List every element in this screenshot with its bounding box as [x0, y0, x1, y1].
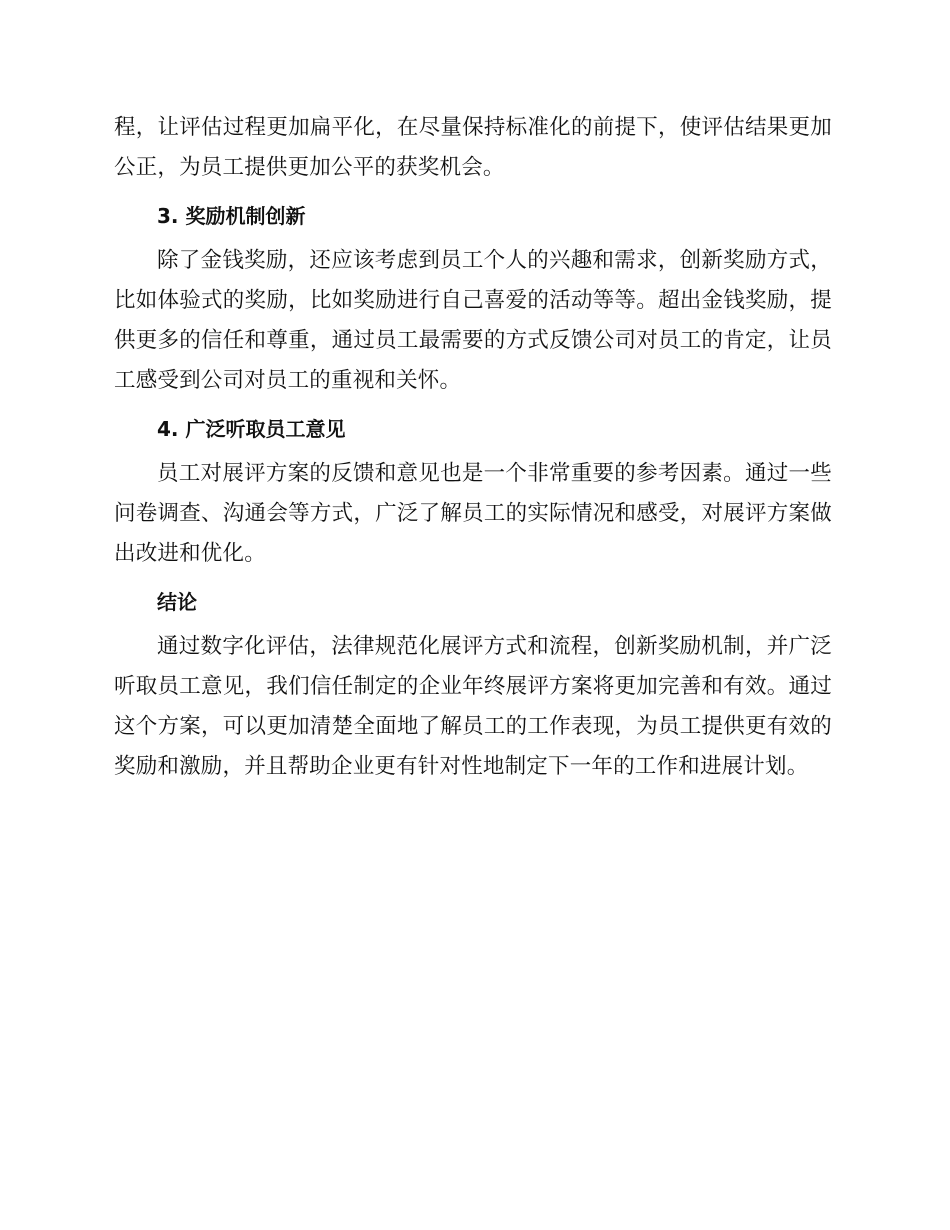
- spacer: [114, 444, 832, 454]
- spacer: [114, 617, 832, 627]
- spacer: [114, 188, 832, 201]
- heading-employee-feedback: 4. 广泛听取员工意见: [157, 417, 346, 441]
- paragraph-evaluation-continuation: 程，让评估过程更加扁平化，在尽量保持标准化的前提下，使评估结果更加公正，为员工提供更加公平的获奖机会。: [114, 115, 832, 180]
- document-body: [114, 108, 832, 787]
- spacer: [114, 231, 832, 241]
- heading-conclusion: 结论: [157, 590, 197, 614]
- paragraph-conclusion: 通过数字化评估，法律规范化展评方式和流程，创新奖励机制，并广泛听取员工意见，我们信任制定的企业年终展评方案将更加完善和有效。通过这个方案，可以更加清楚全面地了解员工的工作表现，为员工提供更有效的奖励和激励，并且帮助企业更有针对性地制定下一年的工作和进展计划。: [114, 634, 832, 779]
- heading-reward-innovation: 3. 奖励机制创新: [157, 204, 306, 228]
- spacer: [114, 401, 832, 414]
- spacer: [114, 574, 832, 587]
- paragraph-employee-feedback: 员工对展评方案的反馈和意见也是一个非常重要的参考因素。通过一些问卷调查、沟通会等方式，广泛了解员工的实际情况和感受，对展评方案做出改进和优化。: [114, 461, 832, 566]
- paragraph-reward-innovation: 除了金钱奖励，还应该考虑到员工个人的兴趣和需求，创新奖励方式，比如体验式的奖励，比如奖励进行自己喜爱的活动等等。超出金钱奖励，提供更多的信任和尊重，通过员工最需要的方式反馈公司对员工的肯定，让员工感受到公司对员工的重视和关怀。: [114, 248, 832, 393]
